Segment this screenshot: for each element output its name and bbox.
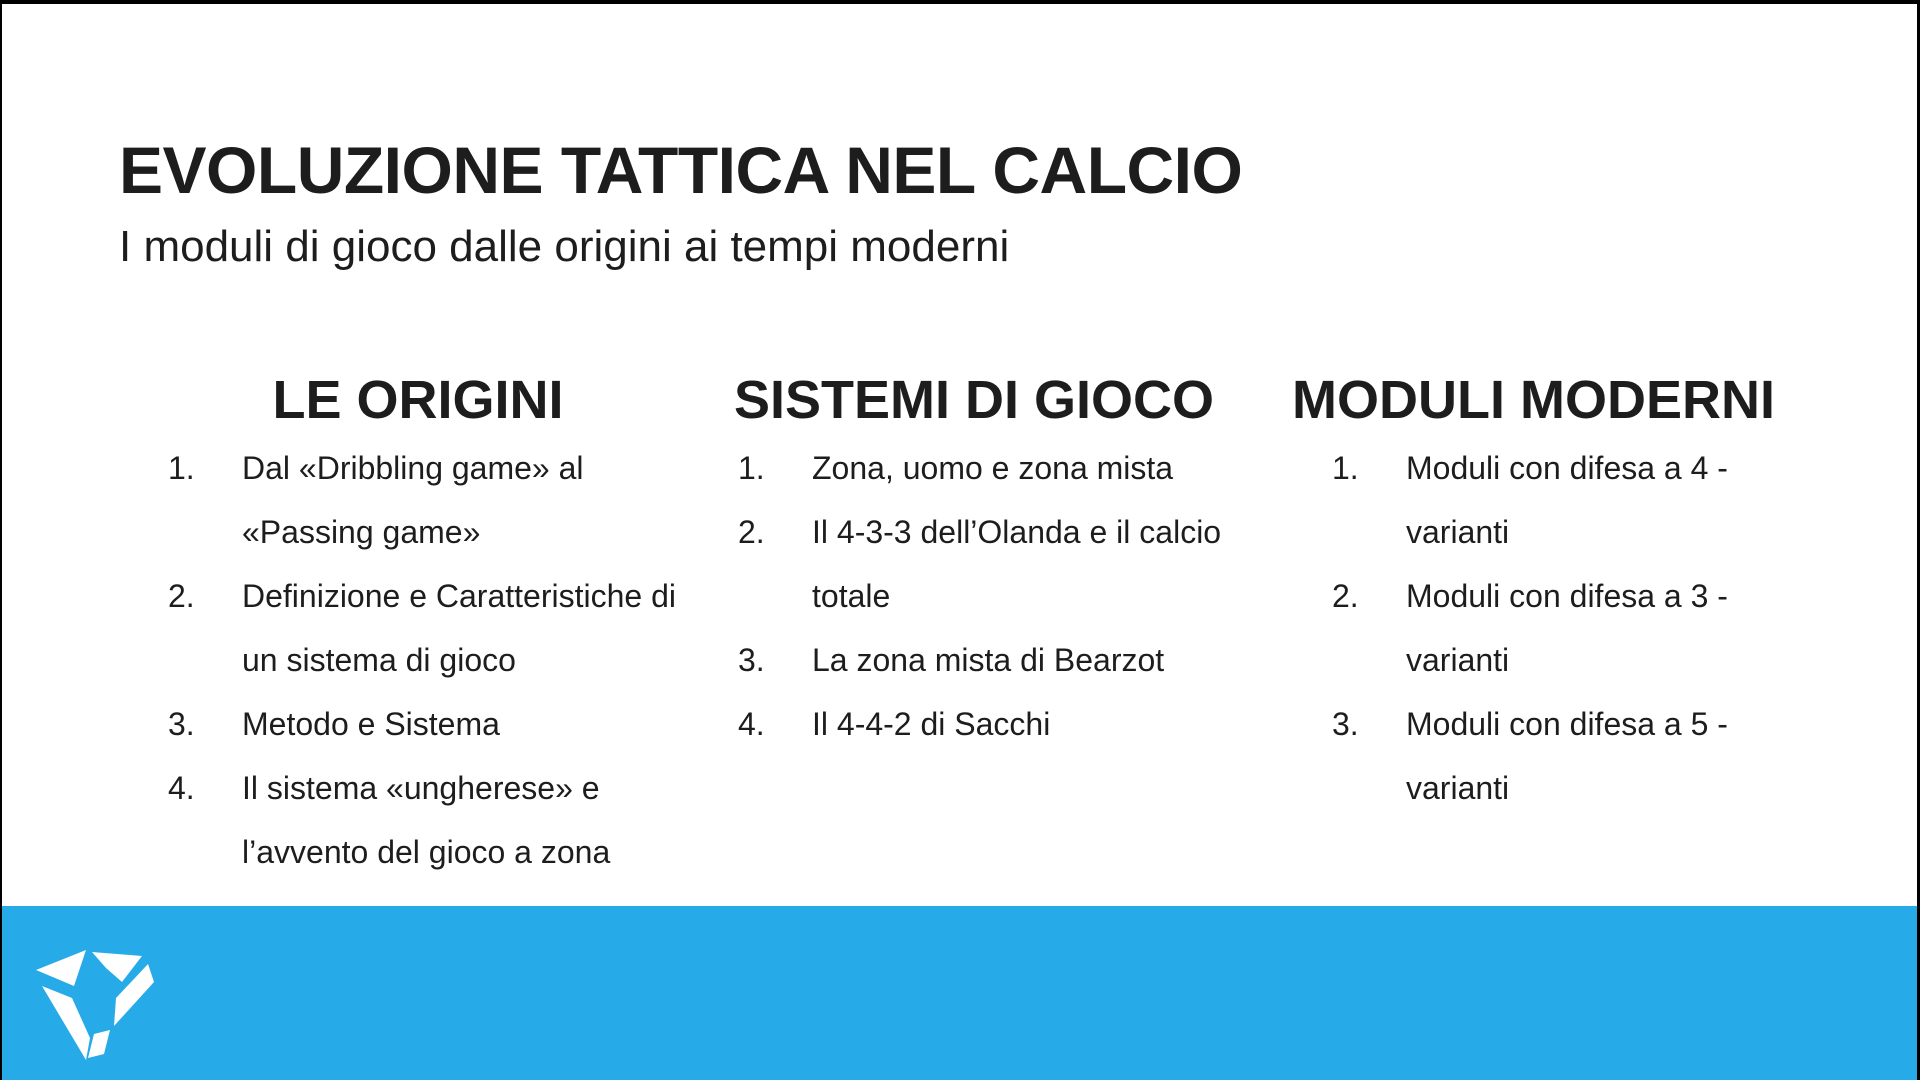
item-number: 1. bbox=[168, 450, 195, 486]
item-number: 2. bbox=[1332, 578, 1359, 614]
list-item bbox=[168, 436, 708, 564]
item-text: Zona, uomo e zona mista bbox=[812, 450, 1174, 486]
column-heading: MODULI MODERNI bbox=[1292, 370, 1775, 430]
list-item bbox=[1332, 436, 1802, 564]
slide bbox=[2, 4, 1917, 1080]
item-number: 3. bbox=[1332, 706, 1359, 742]
list-item bbox=[1332, 564, 1802, 692]
list-item bbox=[168, 756, 708, 884]
column-heading: SISTEMI DI GIOCO bbox=[734, 370, 1215, 430]
item-text: Moduli con difesa a 5 - varianti bbox=[1406, 706, 1728, 806]
column-le-origini bbox=[168, 364, 708, 884]
item-number: 3. bbox=[168, 706, 195, 742]
slide-subtitle: I moduli di gioco dalle origini ai tempi moderni bbox=[119, 222, 1010, 271]
item-number: 1. bbox=[1332, 450, 1359, 486]
topic-list bbox=[168, 436, 708, 884]
item-number: 1. bbox=[738, 450, 765, 486]
item-number: 4. bbox=[168, 770, 195, 806]
list-item bbox=[168, 692, 708, 756]
column-moduli-moderni bbox=[1292, 364, 1802, 820]
list-item bbox=[1332, 692, 1802, 820]
item-text: Dal «Dribbling game» al «Passing game» bbox=[242, 450, 584, 550]
topic-list bbox=[738, 436, 1278, 756]
list-item bbox=[738, 500, 1278, 628]
list-item bbox=[738, 692, 1278, 756]
item-text: Il sistema «ungherese» e l’avvento del gioco a zona bbox=[242, 770, 611, 870]
item-text: Metodo e Sistema bbox=[242, 706, 500, 742]
list-item bbox=[738, 436, 1278, 500]
item-text: Il 4-4-2 di Sacchi bbox=[812, 706, 1051, 742]
column-heading: LE ORIGINI bbox=[272, 370, 564, 430]
footer-band bbox=[2, 906, 1917, 1080]
list-item bbox=[168, 564, 708, 692]
topic-list bbox=[1332, 436, 1802, 820]
item-text: Moduli con difesa a 4 - varianti bbox=[1406, 450, 1728, 550]
logo-icon bbox=[30, 942, 160, 1062]
item-text: Definizione e Caratteristiche di un sistema di gioco bbox=[242, 578, 676, 678]
list-item bbox=[738, 628, 1278, 692]
item-text: La zona mista di Bearzot bbox=[812, 642, 1165, 678]
item-number: 4. bbox=[738, 706, 765, 742]
slide-title: EVOLUZIONE TATTICA NEL CALCIO bbox=[119, 133, 1243, 207]
item-text: Il 4-3-3 dell’Olanda e il calcio totale bbox=[812, 514, 1222, 614]
item-number: 2. bbox=[168, 578, 195, 614]
item-number: 3. bbox=[738, 642, 765, 678]
column-sistemi-di-gioco bbox=[734, 364, 1278, 756]
item-number: 2. bbox=[738, 514, 765, 550]
item-text: Moduli con difesa a 3 - varianti bbox=[1406, 578, 1728, 678]
